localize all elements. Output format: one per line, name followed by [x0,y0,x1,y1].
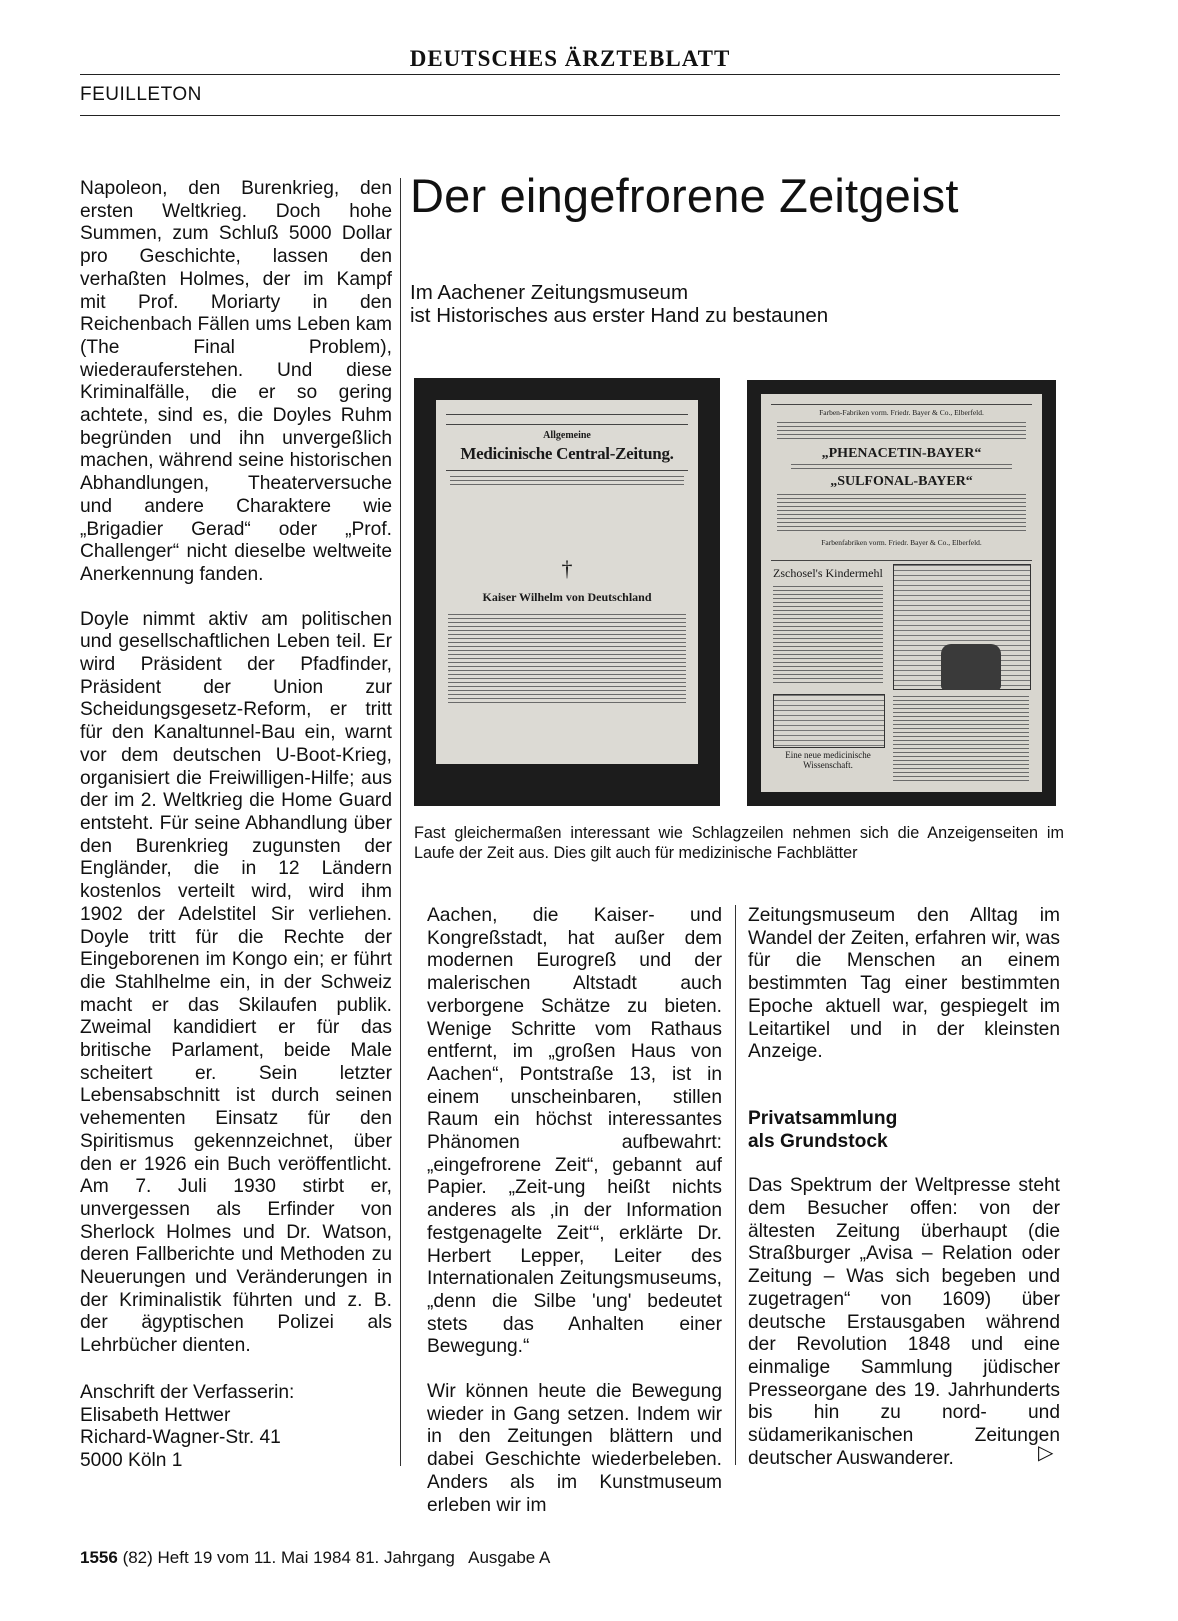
np-rule [446,414,688,415]
section-label: FEUILLETON [80,84,202,105]
middle-paragraph-1: Aachen, die Kaiser- und Kongreßstadt, hat außer dem modernen Eurogreß und der malerischen Altstadt auch verborgene Schätze zu bieten. Wenige Schritte vom Rathaus entfernt, im „großen Haus von Aachen“, Pontstraße 13, ist in einem unscheinbaren, stillen Raum ein höchst interessantes Phänomen aufbewahrt: „eingefrorene Zeit“, gebannt auf Papier. „Zeit-ung heißt nichts anderes als ‚in der Information festgenagelte Zeit‘“, erklärte Dr. Herbert Lepper, Leiter des Internationalen Zeitungsmuseums, „denn die Silbe 'ung' bedeutet stets das Anhalten einer Bewegung.“ [427,905,722,1358]
ad-kindermehl: Zschosel's Kindermehl [773,566,883,580]
np-rule [771,560,1032,561]
ad-box [773,694,885,748]
np-rule [446,470,688,471]
middle-column [427,905,722,1539]
ad-page [761,394,1042,792]
ad-sulfonal: „SULFONAL-BAYER“ [830,474,973,489]
ad-phenacetin: „PHENACETIN-BAYER“ [821,446,982,461]
address-line-2: Elisabeth Hettwer [80,1404,231,1426]
ad-company-top: Farben-Fabriken vorm. Friedr. Bayer & Co., Elberfeld. [819,408,984,417]
address-line-1: Anschrift der Verfasserin: [80,1381,295,1403]
subheading-line-2: als Grundstock [748,1130,888,1152]
photo-caption: Fast gleichermaßen interessant wie Schlagzeilen nehmen sich die Anzeigenseiten im Laufe der Zeit aus. Dies gilt auch für medizinische Fachblätter [414,824,1064,862]
np-text-block [448,614,686,704]
right-paragraph-2: Das Spektrum der Weltpresse steht dem Besucher offen: von der ältesten Zeitung überhaupt (die Straßburger „Avisa – Relation oder Zeitung – Was sich begeben und zugetragen“ von 1609) über deutsche Erstausgaben während der Revolution 1848 und eine einmalige Sammlung jüdischer Presseorgane des 19. Jahrhunderts bis hin zu nord- und südamerikanischen Zeitungen deutscher Auswanderer. [748,1175,1060,1469]
author-address [80,1382,392,1473]
column-divider-right [735,905,736,1465]
np-kicker: Allgemeine [543,430,591,441]
subheading-line-1: Privatsammlung [748,1107,898,1129]
subtitle-line-1: Im Aachener Zeitungsmuseum [410,281,689,304]
np-text-block [777,494,1026,534]
continue-arrow-icon: ▷ [1038,1442,1054,1464]
np-text-block [773,586,883,686]
masthead-rule [80,74,1060,75]
page-footer [80,1548,550,1568]
np-text-block [777,422,1026,440]
np-text-block [791,464,1012,472]
address-line-4: 5000 Köln 1 [80,1449,183,1471]
page-number: 1556 [80,1548,118,1567]
np-rule [446,424,688,425]
masthead: DEUTSCHES ÄRZTEBLATT [409,46,731,71]
np-rule [771,404,1032,405]
issue-details: (82) Heft 19 vom 11. Mai 1984 81. Jahrgang Ausgabe A [122,1548,551,1567]
section-rule [80,115,1060,116]
np-headline: Kaiser Wilhelm von Deutschland [482,590,652,604]
middle-paragraph-2: Wir können heute die Bewegung wieder in Gang setzen. Indem wir in den Zeitungen blättern und dabei Geschichte wiederbeleben. Anders als im Kunstmuseum erleben wir im [427,1381,722,1516]
ad-wissenschaft: Eine neue medicinische Wissenschaft. [785,750,871,770]
newspaper-photo-left [414,378,720,806]
left-paragraph-2: Doyle nimmt aktiv am politischen und gesellschaftlichen Leben teil. Er wird Präsident der Pfadfinder, Präsident der Union zur Scheidungsgesetz-Reform, er tritt für den Kanaltunnel-Bau ein, warnt vor dem deutschen U-Boot-Krieg, organisiert die Freiwilligen-Hilfe; aus der im 2. Weltkrieg die Home Guard entsteht. Für seine Abhandlung über den Burenkrieg zugunsten der Engländer, die in 12 Ländern kostenlos verteilt wird, wird ihm 1902 der Adelstitel Sir verliehen. Doyle tritt für die Rechte der Eingeborenen im Kongo ein; er führt die Stahlhelme ein, in der Schweiz macht er das Skilaufen publik. Zweimal kandidiert er für das britische Parlament, beide Male scheitert er. Sein letzter Lebensabschnitt ist durch seinen vehementen Einsatz für den Spiritismus gekennzeichnet, über den er 1926 ein Buch veröffentlicht. Am 7. Juli 1930 stirbt er, unvergessen als Erfinder von Sherlock Holmes und Dr. Watson, deren Fallberichte und Methoden zu Neuerungen und Veränderungen in der Kriminalistik führten und z. B. der ägyptischen Polizei als Lehrbücher dienten. [80,608,392,1357]
newspaper-page [436,400,698,764]
left-column [80,178,392,1473]
np-text-block [893,696,1029,782]
np-nameplate: Medicinische Central-Zeitung. [460,444,674,463]
article-subtitle [410,281,1060,327]
section-subheading [748,1108,1060,1153]
subtitle-line-2: ist Historisches aus erster Hand zu bestaunen [410,304,829,327]
newspaper-photo-right [747,380,1056,806]
right-column [748,905,1060,1492]
column-divider-left [400,178,401,1466]
article-title: Der eingefrorene Zeitgeist [410,169,959,222]
ad-illustration [941,644,1001,690]
right-paragraph-1: Zeitungsmuseum den Alltag im Wandel der Zeiten, erfahren wir, was für die Menschen an einem bestimmten Tag einer bestimmten Epoche aktuell war, gespiegelt im Leitartikel und in der kleinsten Anzeige. [748,905,1060,1063]
np-cross: † [561,556,573,581]
address-line-3: Richard-Wagner-Str. 41 [80,1427,281,1449]
ad-company-bottom: Farbenfabriken vorm. Friedr. Bayer & Co., Elberfeld. [821,538,982,547]
np-text-block [450,476,684,488]
left-paragraph-1: Napoleon, den Burenkrieg, den ersten Weltkrieg. Doch hohe Summen, zum Schluß 5000 Dollar pro Geschichte, lassen den verhaßten Holmes, der im Kampf mit Prof. Moriarty in den Reichenbach Fällen ums Leben kam (The Final Problem), wiederauferstehen. Und diese Kriminalfälle, die er so gering achtete, sind es, die Doyles Ruhm begründen und ihn unvergeßlich machen, während seine historischen Abhandlungen, Theaterversuche und andere Charaktere wie „Brigadier Gerad“ oder „Prof. Challenger“ nicht dieselbe weltweite Anerkennung fanden. [80,178,392,585]
